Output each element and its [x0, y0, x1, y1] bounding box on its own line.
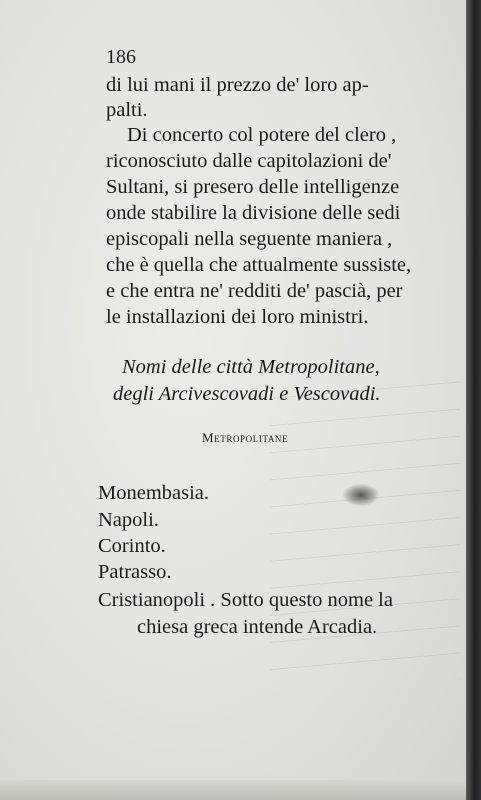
text-line: Di concerto col potere del clero , — [127, 124, 397, 146]
page-number: 186 — [106, 46, 136, 68]
text-line: le installazioni dei loro ministri. — [106, 306, 369, 328]
text-line: che è quella che attualmente sussiste, — [106, 254, 412, 276]
text-line: riconosciuto dalle capitolazioni de' — [106, 150, 392, 172]
section-heading: Metropolitane — [202, 430, 289, 445]
text-line: onde stabilire la divisione delle sedi — [106, 202, 401, 224]
text-line: episcopali nella seguente maniera , — [106, 228, 393, 250]
list-item: Patrasso. — [98, 561, 172, 583]
list-item: Cristianopoli . Sotto questo nome la — [98, 589, 393, 611]
text-line: palti. — [106, 99, 148, 121]
caption-line: degli Arcivescovadi e Vescovadi. — [113, 383, 381, 405]
text-line: Sultani, si presero delle intelligenze — [106, 176, 400, 198]
ink-stain — [343, 484, 379, 506]
list-item-continuation: chiesa greca intende Arcadia. — [137, 616, 378, 638]
page-bottom-edge — [0, 780, 466, 800]
list-item: Corinto. — [98, 535, 166, 557]
list-item: Napoli. — [98, 509, 159, 531]
text-line: e che entra ne' redditi de' pascià, per — [106, 280, 403, 302]
text-line: di lui mani il prezzo de' loro ap- — [106, 74, 369, 96]
caption-line: Nomi delle città Metropolitane, — [122, 356, 380, 378]
list-item: Monembasia. — [98, 482, 210, 504]
book-spine-edge — [466, 0, 481, 800]
